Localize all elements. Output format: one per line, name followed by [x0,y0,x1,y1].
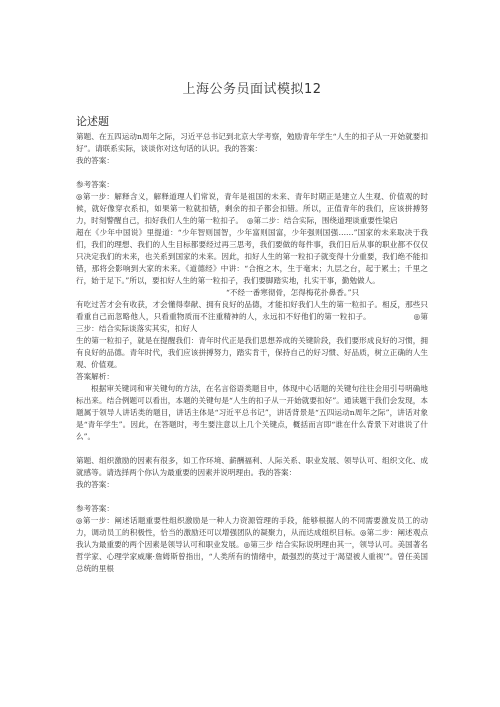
document-title: 上海公务员面试模拟12 [182,82,322,97]
section-heading: 论述题 [76,115,109,128]
answer-1-paragraph-4: 生的第一粒扣子，就是在提醒我们：青年时代正是我们思想养成的关键阶段，我们要形成良好的习惯，拥有良好的品德。青年时代，我们应该拼搏努力，踏实肯干，保持自己的好习惯、好品质，树立正确的人生观、价值观。 [76,336,428,369]
question-1-my-answer: 我的答案： [76,156,114,165]
question-2-my-answer: 我的答案： [76,480,114,489]
answer-2-paragraph-1: ◎第一步：阐述话题重要性组织激励是一种人力资源管理的手段，能够根据人的不同需要激发员工的动力，调动员工的积极性，恰当的激励还可以增强团队的凝聚力，从而达成组织目标。◎第二步：阐述观点我认为最重要的两个因素是领导认可和职业发展。◎第三步 结合实际说明理由其一，领导认可。美国著名哲学家、心理学家威廉·詹姆斯曾指出，“人类所有的情绪中，最强烈的莫过于‘渴望被人重视’”。曾任美国总统的里根 [76,516,428,573]
document-page [76,78,428,575]
question-1: 第题、在五四运动n周年之际，习近平总书记到北京大学考察，勉励青年学生“人生的扣子从一开始就要扣好”。请联系实际，谈谈你对这句话的认识。我的答案： [76,132,428,153]
reference-answer-label-2: 参考答案： [76,504,114,513]
answer-1-paragraph-3: 有吃过苦才会有收获，才会懂得奉献、拥有良好的品德，才能扣好我们人生的第一粒扣子。相反，那些只看重自己而忽略他人，只看重物质而不注重精神的人，永远扣不好他们的第一粒扣子。 ◎第三步：结合实际谈落实其实，扣好人 [76,300,428,333]
answer-1-quote: “不经一番寒彻骨，怎得梅花扑鼻香。”只 [226,288,360,297]
answer-1-paragraph-2: 超在《少年中国说》里提道：“少年智则国智，少年富则国富，少年强则国强……”国家的未来取决于我们，我们的理想、我们的人生目标都要经过再三思考，我们要做的每件事，我们日后从事的职业都不仅仅只决定我们的未来，也关系到国家的未来。因此，扣好人生的第一粒扣子就变得十分重要，我们绝不能扣错，那将会影响到大家的未来。《道德经》中讲：“合抱之木，生于毫末；九层之台，起于累土；千里之行，始于足下。”所以，要扣好人生的第一粒扣子，我们要脚踏实地，扎实干事，勤勉做人。 [76,228,428,285]
answer-1-paragraph-1: ◎第一步：解释含义，解释道理人们常说，青年是祖国的未来、青年时期正是建立人生观、价值观的时候，就好像穿衣系扣，如果第一粒就扣错，剩余的扣子都会扣错。所以，正值青年的我们，应该拼搏努力，时刻警醒自己，扣好我们人生的第一粒扣子。 ◎第二步：结合实际，围绕道理谈重要性梁启 [76,192,428,225]
analysis-label: 答案解析： [76,372,114,381]
reference-answer-label-1: 参考答案： [76,180,114,189]
question-2: 第题、组织激励的因素有很多，如工作环境、薪酬福利、人际关系、职业发展、领导认可、组织文化、成就感等。请选择两个你认为最重要的因素并说明理由。我的答案： [76,456,428,477]
analysis-text: 根据审关键词和审关键句的方法，在名言俗语类题目中，体现中心话题的关键句往往会用引号明确地标出来。结合例题可以看出，本题的关键句是“人生的扣子从一开始就要扣好”。通读题干我们会发现，本题属于领导人讲话类的题目，讲话主体是“习近平总书记”，讲话背景是“五四运动n周年之际”，讲话对象是“青年学生”。因此，在答题时，考生要注意以上几个关键点，概括而言即“谁在什么背景下对谁说了什么”。 [76,384,428,441]
